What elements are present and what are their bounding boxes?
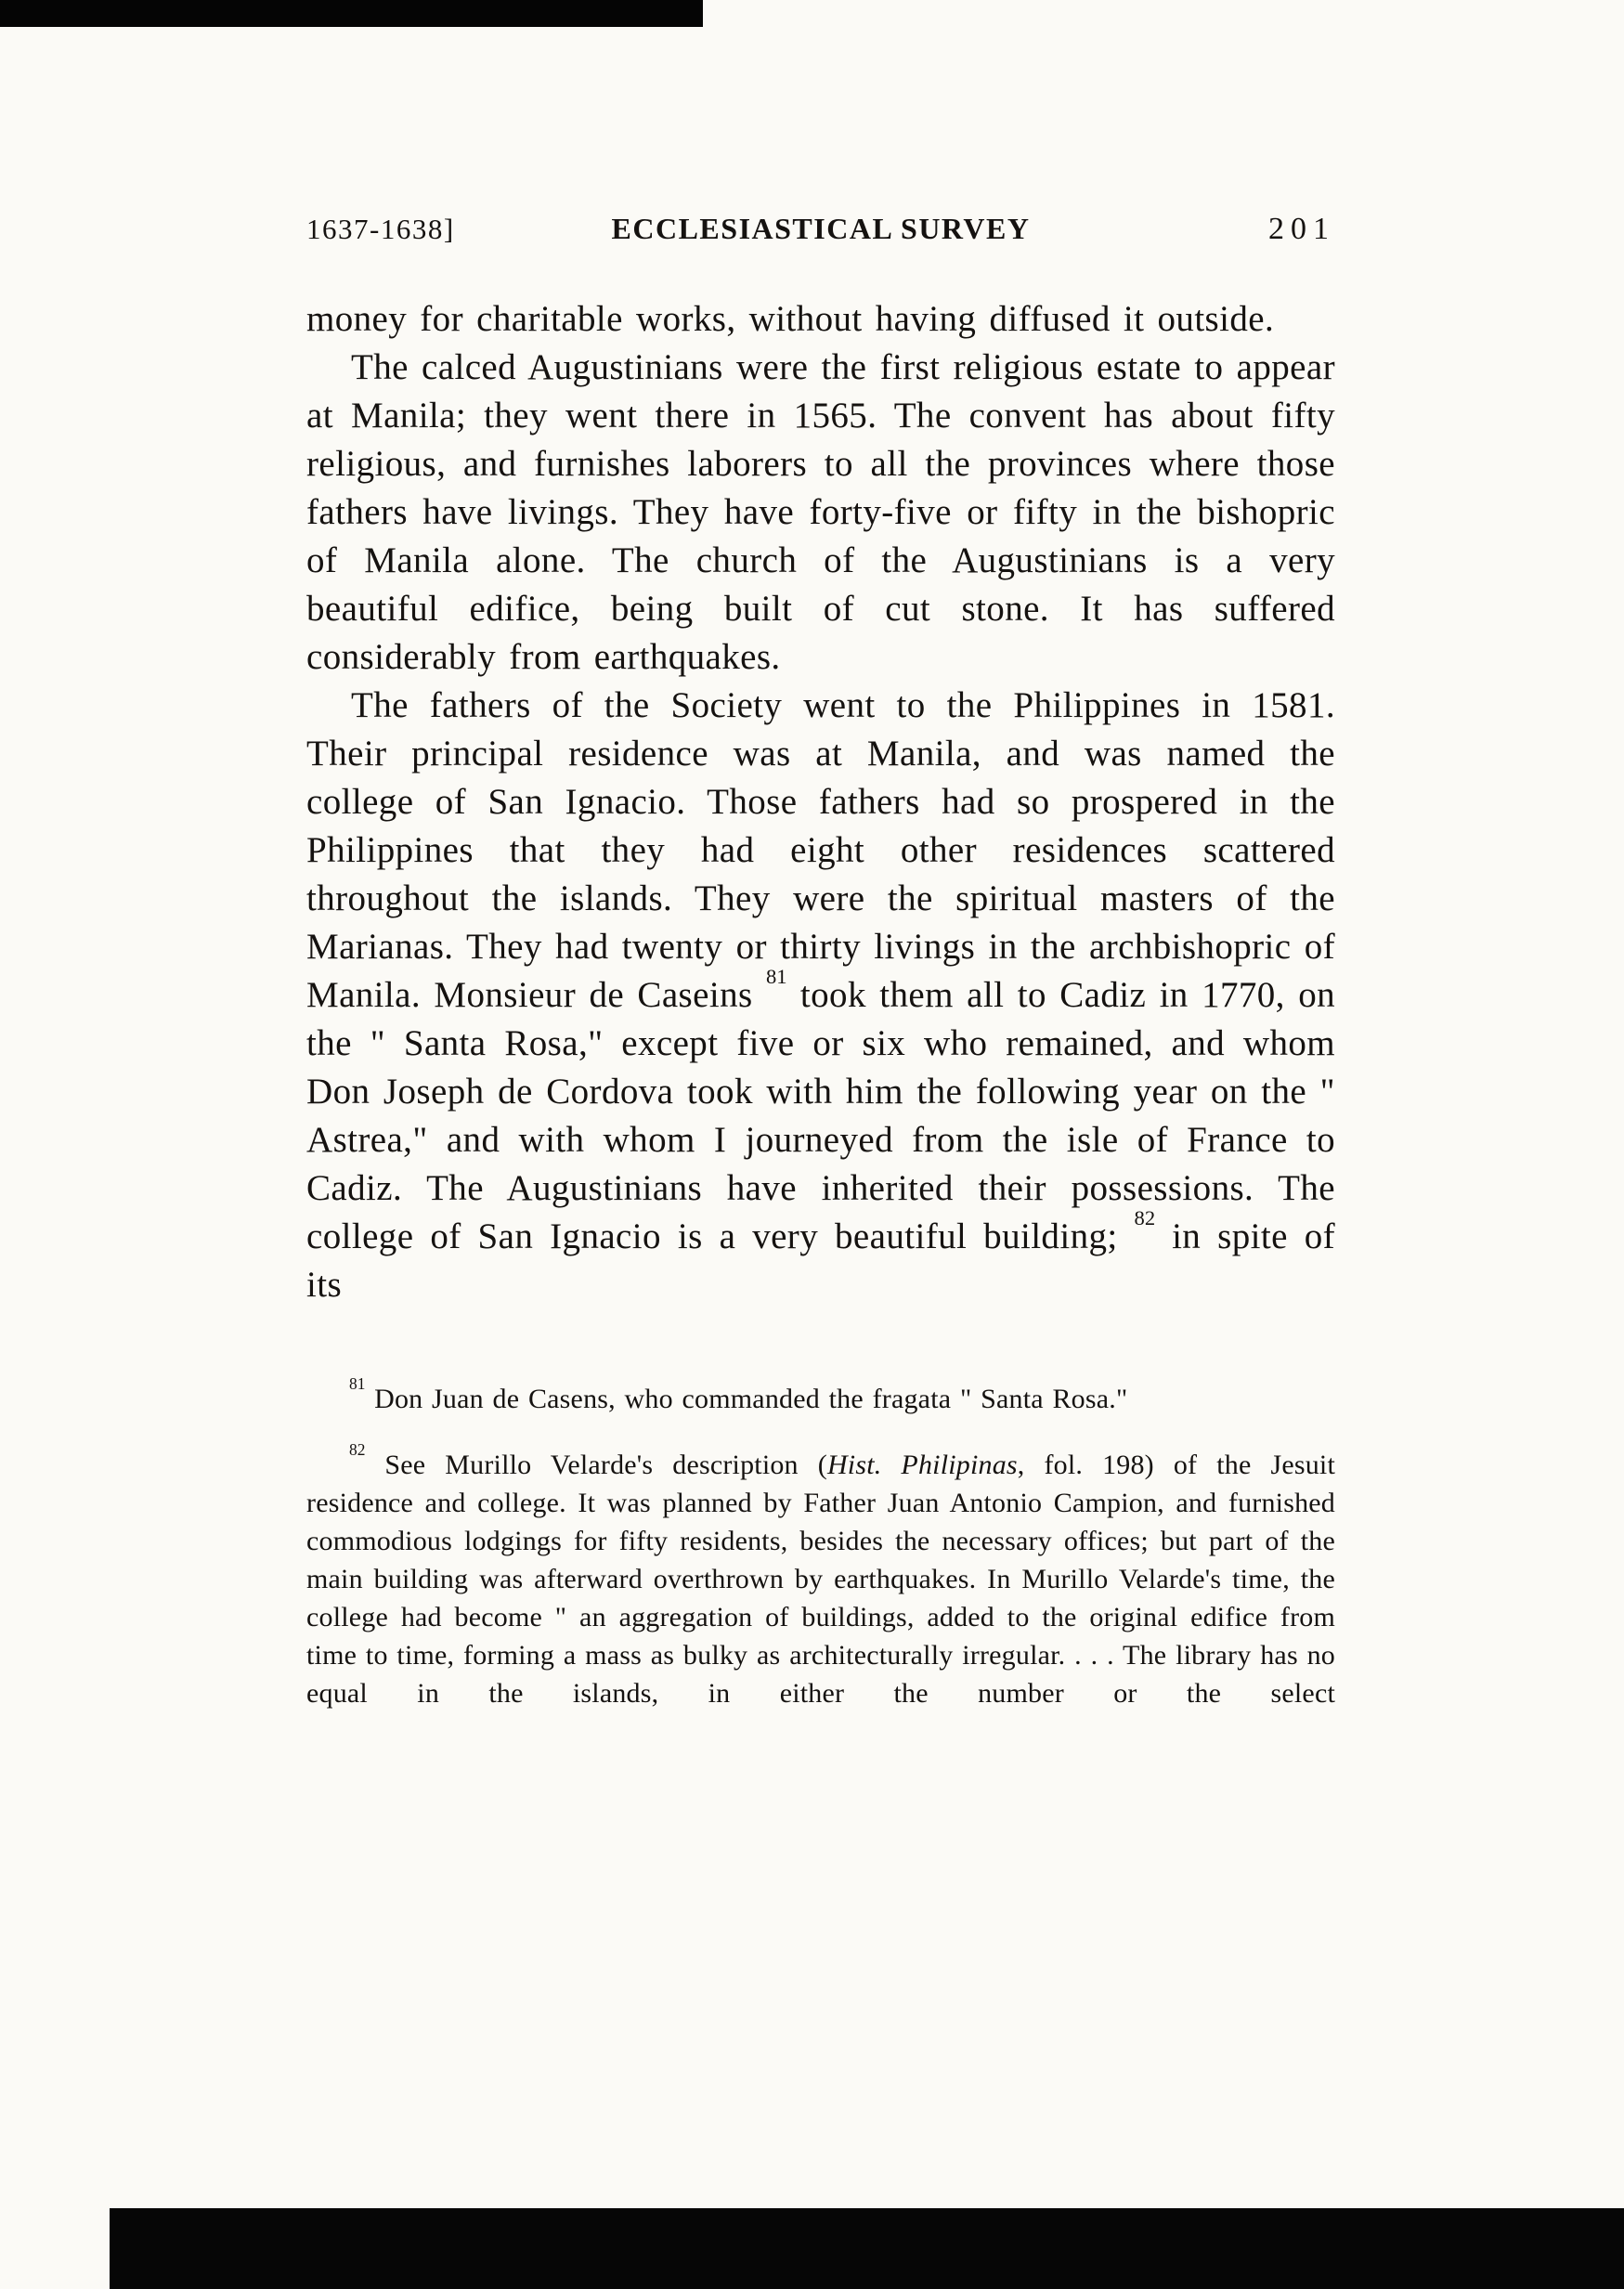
page-header	[306, 212, 1335, 247]
footnote-82	[306, 1440, 1335, 1712]
footnote-italic-work-title: Hist. Philipinas	[826, 1450, 1018, 1480]
page-number: 201	[1267, 212, 1335, 246]
paragraph-continuation: money for charitable works, without having diffused it outside.	[306, 299, 1275, 339]
paragraph-text: The fathers of the Society went to the Philippines in 1581. Their principal residence was at Manila, and was named the college of San Ignacio. Those fathers had so prospered in the Philippines that they had eight other residences scattered throughout the islands. They were the spiritual masters of the Marianas. They had twenty or thirty livings in the archbishopric of Manila. Monsieur de Caseins	[306, 685, 1335, 1015]
footnotes-section	[306, 1374, 1335, 1712]
footnote-text: See Murillo Velarde's description (	[365, 1450, 827, 1480]
body-text	[306, 295, 1335, 1309]
footnote-text: , fol. 198) of the Jesuit residence and college. It was planned by Father Juan Antonio Campion, and furnished commodious lodgings for fifty residents, besides the necessary offices; but part of the main building was afterward overthrown by earthquakes. In Murillo Velarde's time, the college had become " an aggregation of buildings, added to the original edifice from time to time, forming a mass as bulky as architecturally irregular. . . . The library has no equal in the islands, in either the number or the select	[306, 1450, 1335, 1709]
paragraph: The calced Augustinians were the first religious estate to appear at Manila; they went there in 1565. The convent has about fifty religious, and furnishes laborers to all the provinces where those fathers have livings. They have forty-five or fifty in the bishopric of Manila alone. The church of the Augustinians is a very beautiful edifice, being built of cut stone. It has suffered considerably from earthquakes.	[306, 347, 1335, 677]
footnote-text: Don Juan de Casens, who commanded the fragata " Santa Rosa."	[365, 1384, 1128, 1414]
footnote-81	[306, 1374, 1335, 1418]
paragraph-text: in spite of its	[306, 1216, 1335, 1305]
running-title: ECCLESIASTICAL SURVEY	[611, 212, 1031, 245]
footnote-marker: 81	[349, 1374, 366, 1394]
footnote-marker: 82	[349, 1440, 366, 1460]
page-content	[306, 212, 1335, 1740]
footnote-reference-82: 82	[1134, 1205, 1156, 1229]
paragraph	[306, 682, 1335, 1309]
footnote-reference-81: 81	[765, 964, 787, 988]
scan-artifact-bottom-bar	[110, 2208, 1624, 2289]
scan-artifact-top-bar	[0, 0, 703, 27]
header-date-range: 1637-1638]	[306, 213, 455, 245]
paragraph-text: took them all to Cadiz in 1770, on the " Santa Rosa," except five or six who remained, and whom Don Joseph de Cordova took with him the following year on the " Astrea," and with whom I journeyed from the isle of France to Cadiz. The Augustinians have inherited their possessions. The college of San Ignacio is a very beautiful building;	[306, 975, 1336, 1256]
